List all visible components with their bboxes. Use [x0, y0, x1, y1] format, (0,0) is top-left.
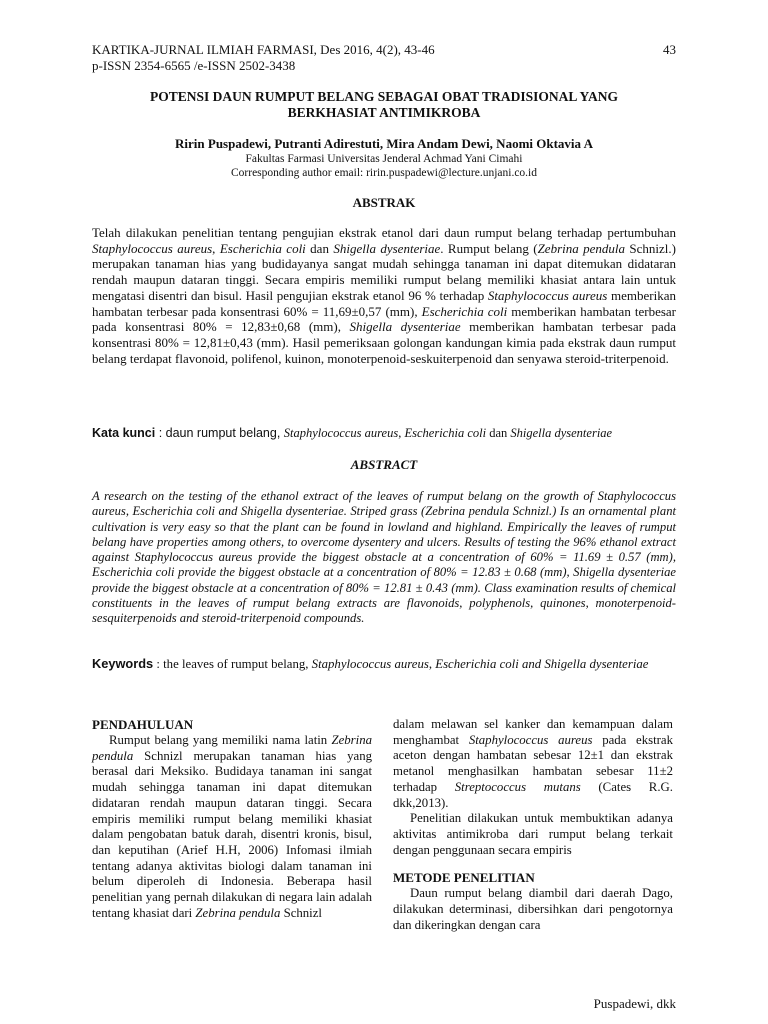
- species-name: Zebrina pendula: [92, 733, 372, 763]
- species-name: Escherichia coli: [219, 240, 306, 256]
- keyword-text: dan: [486, 426, 511, 440]
- abstrak-text: . Rumput belang (: [440, 240, 538, 256]
- species-name: Escherichia coli: [404, 426, 487, 440]
- keywords: [92, 656, 676, 673]
- kata-kunci-sep: :: [155, 426, 166, 440]
- species-name: Staphylococcus aureus: [283, 426, 399, 440]
- title-line-1: POTENSI DAUN RUMPUT BELANG SEBAGAI OBAT TRADISIONAL YANG: [150, 89, 618, 104]
- left-column: [92, 717, 372, 921]
- body-text: (Cates R.G. dkk,2013).: [393, 779, 673, 810]
- body-text: pada ekstrak aceton dengan hambatan sebesar 12±1 dan ekstrak metanol menghasilkan hambatan sebesar 11±2 terhadap: [393, 732, 674, 794]
- species-name: Zebrina pendula: [195, 905, 281, 920]
- abstrak-text: dan: [305, 240, 334, 256]
- abstract-heading: ABSTRACT: [350, 457, 418, 472]
- species-name: Shigella dysenteriae: [510, 426, 613, 440]
- abstrak-text: Telah dilakukan penelitian tentang pengujian ekstrak etanol dari daun rumput belang terhadap pertumbuhan: [92, 225, 676, 240]
- abstrak-text: memberikan hambatan terbesar pada konsentrasi 60% = 11,69±0,57 (mm),: [92, 287, 676, 319]
- continued-paragraph: [393, 717, 673, 811]
- running-header: [92, 42, 435, 74]
- keywords-label: Keywords: [92, 656, 154, 671]
- keyword-text: daun rumput belang,: [165, 426, 284, 440]
- pendahuluan-heading: PENDAHULUAN: [92, 717, 194, 732]
- page-number: 43: [663, 42, 676, 57]
- species-name: Staphylococcus aureus: [487, 287, 608, 303]
- right-column: [393, 717, 673, 933]
- kata-kunci: [92, 426, 676, 441]
- abstrak-heading: ABSTRAK: [352, 195, 416, 210]
- species-name: Escherichia coli and Shigella dysenteriae: [435, 657, 649, 671]
- species-name: Shigella dysenteriae: [333, 240, 441, 256]
- affiliation-block: [92, 152, 676, 180]
- species-name: Escherichia coli: [421, 303, 508, 319]
- body-text: dalam melawan sel kanker dan kemampuan dalam menghambat: [393, 717, 673, 747]
- journal-citation: KARTIKA-JURNAL ILMIAH FARMASI, Des 2016, 4(2), 43-46: [92, 42, 435, 57]
- body-text: Schnizl: [280, 905, 322, 920]
- species-name: Shigella dysenteriae: [349, 319, 461, 335]
- species-name: Streptococcus mutans: [454, 779, 581, 794]
- author-list: Ririn Puspadewi, Putranti Adirestuti, Mira Andam Dewi, Naomi Oktavia A: [175, 136, 593, 151]
- body-text: Rumput belang yang memiliki nama latin: [109, 733, 332, 747]
- kata-kunci-label: Kata kunci: [92, 426, 156, 440]
- body-text: Schnizl merupakan tanaman hias yang berasal dari Meksiko. Budidaya tanaman ini sangat mudah sehingga tanaman ini dapat ditemukan didataran rendah maupun dataran tinggi. Secara empiris memiliki rumput belang memiliki khasiat dalam pengobatan batuk darah, disentri kronis, bisul, dan keputihan (Arief H.H, 2006) Infomasi ilmiah tentang adanya aktivitas biologi dalam tanaman ini belum diperoleh di Indonesia. Beberapa hasil penelitian yang pernah dilakukan di negara lain adalah tentang khasiat dari: [92, 748, 372, 920]
- keyword-text: ,: [428, 657, 436, 671]
- species-name: Zebrina pendula: [537, 240, 626, 256]
- title-line-2: BERKHASIAT ANTIMIKROBA: [287, 105, 481, 120]
- abstrak-text: memberikan hambatan terbesar pada konsentrasi 80% = 12,83±0,68 (mm),: [92, 303, 676, 335]
- affiliation: Fakultas Farmasi Universitas Jenderal Achmad Yani Cimahi: [245, 153, 523, 165]
- pendahuluan-paragraph: [92, 733, 372, 921]
- species-name: Staphylococcus aureus: [92, 240, 213, 256]
- species-name: Staphylococcus aureus: [468, 732, 593, 747]
- keyword-text: : the leaves of rumput belang,: [153, 657, 312, 671]
- abstrak-text: ,: [212, 240, 220, 256]
- objective-paragraph: Penelitian dilakukan untuk membuktikan adanya aktivitas antimikroba dari rumput belang terkait dengan penggunaan secara empiris: [393, 811, 673, 857]
- corresponding-author: Corresponding author email: ririn.puspadewi@lecture.unjani.co.id: [231, 167, 537, 179]
- paper-title: [92, 89, 676, 121]
- abstrak-text: Schnizl.) merupakan tanaman hias yang budidayanya sangat mudah sehingga tanaman ini dapat ditemukan didataran rendah maupun dataran tinggi. Secara empiris memiliki rumput belang memiliki khasiat antara lain untuk mengatasi disentri dan bisul. Hasil pengujian ekstrak etanol 96 % terhadap: [92, 240, 676, 303]
- species-name: Staphylococcus aureus: [311, 657, 429, 671]
- abstrak-text: memberikan hambatan terbesar pada konsentrasi 80% = 12,81±0,43 (mm). Hasil pemeriksaan golongan kandungan kimia pada ekstrak daun rumput belang terdapat flavonoid, polifenol, kuinon, monoterpenoid-seskuiterpenoid dan senyawa steroid-triterpenoid.: [92, 319, 677, 366]
- keyword-text: ,: [398, 426, 405, 440]
- abstract-body: A research on the testing of the ethanol extract of the leaves of rumput belang on the growth of Staphylococcus aureus, Escherichia coli and Shigella dysenteriae. Striped grass (Zebrina pendula Schnizl.) Is an ornamental plant cultivation is very easy so that the plant can be found in lowland and highland. Empirically the leaves of rumput belang have properties among others, to overcome dysentery and ulcers. Results of testing the 96% ethanol extract against Staphylococcus aureus provide the biggest obstacle at a concentration of 60% = 11.69 ± 0.57 (mm), Escherichia coli provide the biggest obstacle at a concentration of 80% = 12.83 ± 0.68 (mm), Shigella dysenteriae provide the biggest obstacle at a concentration of 80% = 12.81 ± 0.43 (mm). Class examination results of chemical constituents in the leaves of rumput belang extracts are flavonoids, polyphenols, quinones, monoterpenoid-sesquiterpenoids and steroid-triterpenoid compounds.: [92, 489, 676, 626]
- metode-heading: METODE PENELITIAN: [393, 870, 535, 886]
- abstrak-body: [92, 225, 676, 366]
- metode-paragraph: Daun rumput belang diambil dari daerah Dago, dilakukan determinasi, dibersihkan dari pengotornya dan dikeringkan dengan cara: [393, 886, 673, 932]
- issn-line: p-ISSN 2354-6565 /e-ISSN 2502-3438: [92, 58, 296, 73]
- running-footer: Puspadewi, dkk: [593, 996, 676, 1011]
